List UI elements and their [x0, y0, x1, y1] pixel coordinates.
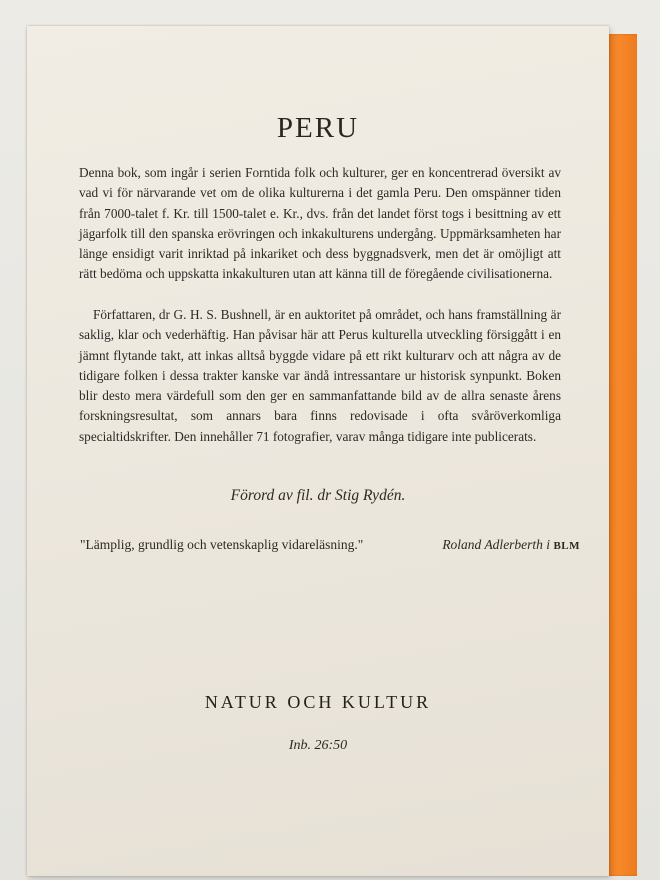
description-paragraph-1: Denna bok, som ingår i serien Forntida folk och kulturer, ger en koncentrerad översikt av vad vi för närvarande vet om de olika kulturerna i det gamla Peru. Den omspänner tiden från 7000-talet f. Kr. till 1500-talet e. Kr., dvs. från det landet först togs i besittning av ett jägarfolk till den spanska erövringen och inkakulturens undergång. Uppmärksamheten har länge ensidigt varit inriktad på inkariket och dess byggnadsverk, men det är omöjligt att rätt bedöma och uppskatta inkakulturen utan att känna till de föregående civilisationerna.	[79, 165, 561, 282]
quote-attribution	[442, 537, 580, 553]
quote-author: Roland Adlerberth i	[442, 537, 551, 552]
foreword-credit: Förord av fil. dr Stig Rydén.	[230, 487, 406, 504]
quote-text: "Lämplig, grundlig och vetenskaplig vidareläsning."	[80, 537, 364, 552]
book-title: PERU	[276, 112, 360, 144]
price-label: Inb. 26:50	[288, 738, 348, 753]
description-paragraph-2: Författaren, dr G. H. S. Bushnell, är en auktoritet på området, och hans framställning är saklig, klar och vederhäftig. Han påvisar här att Perus kulturella utveckling försiggått i en jämnt flytande takt, att inkas alltså byggde vidare på ett rikt kulturarv och att några av de tidigare folken i dessa trakter kanske var ändå intressantare ur historisk synpunkt. Boken blir desto mera värdefull som den ger en sammanfattande bild av de allra senaste årens forskningsresultat, som annars bara finns redovisade i ofta svåröverkomliga specialtidskrifter. Den innehåller 71 fotografier, varav många tidigare inte publicerats.	[79, 307, 561, 444]
quote-source: BLM	[553, 540, 580, 552]
publisher-name: NATUR OCH KULTUR	[204, 692, 432, 712]
